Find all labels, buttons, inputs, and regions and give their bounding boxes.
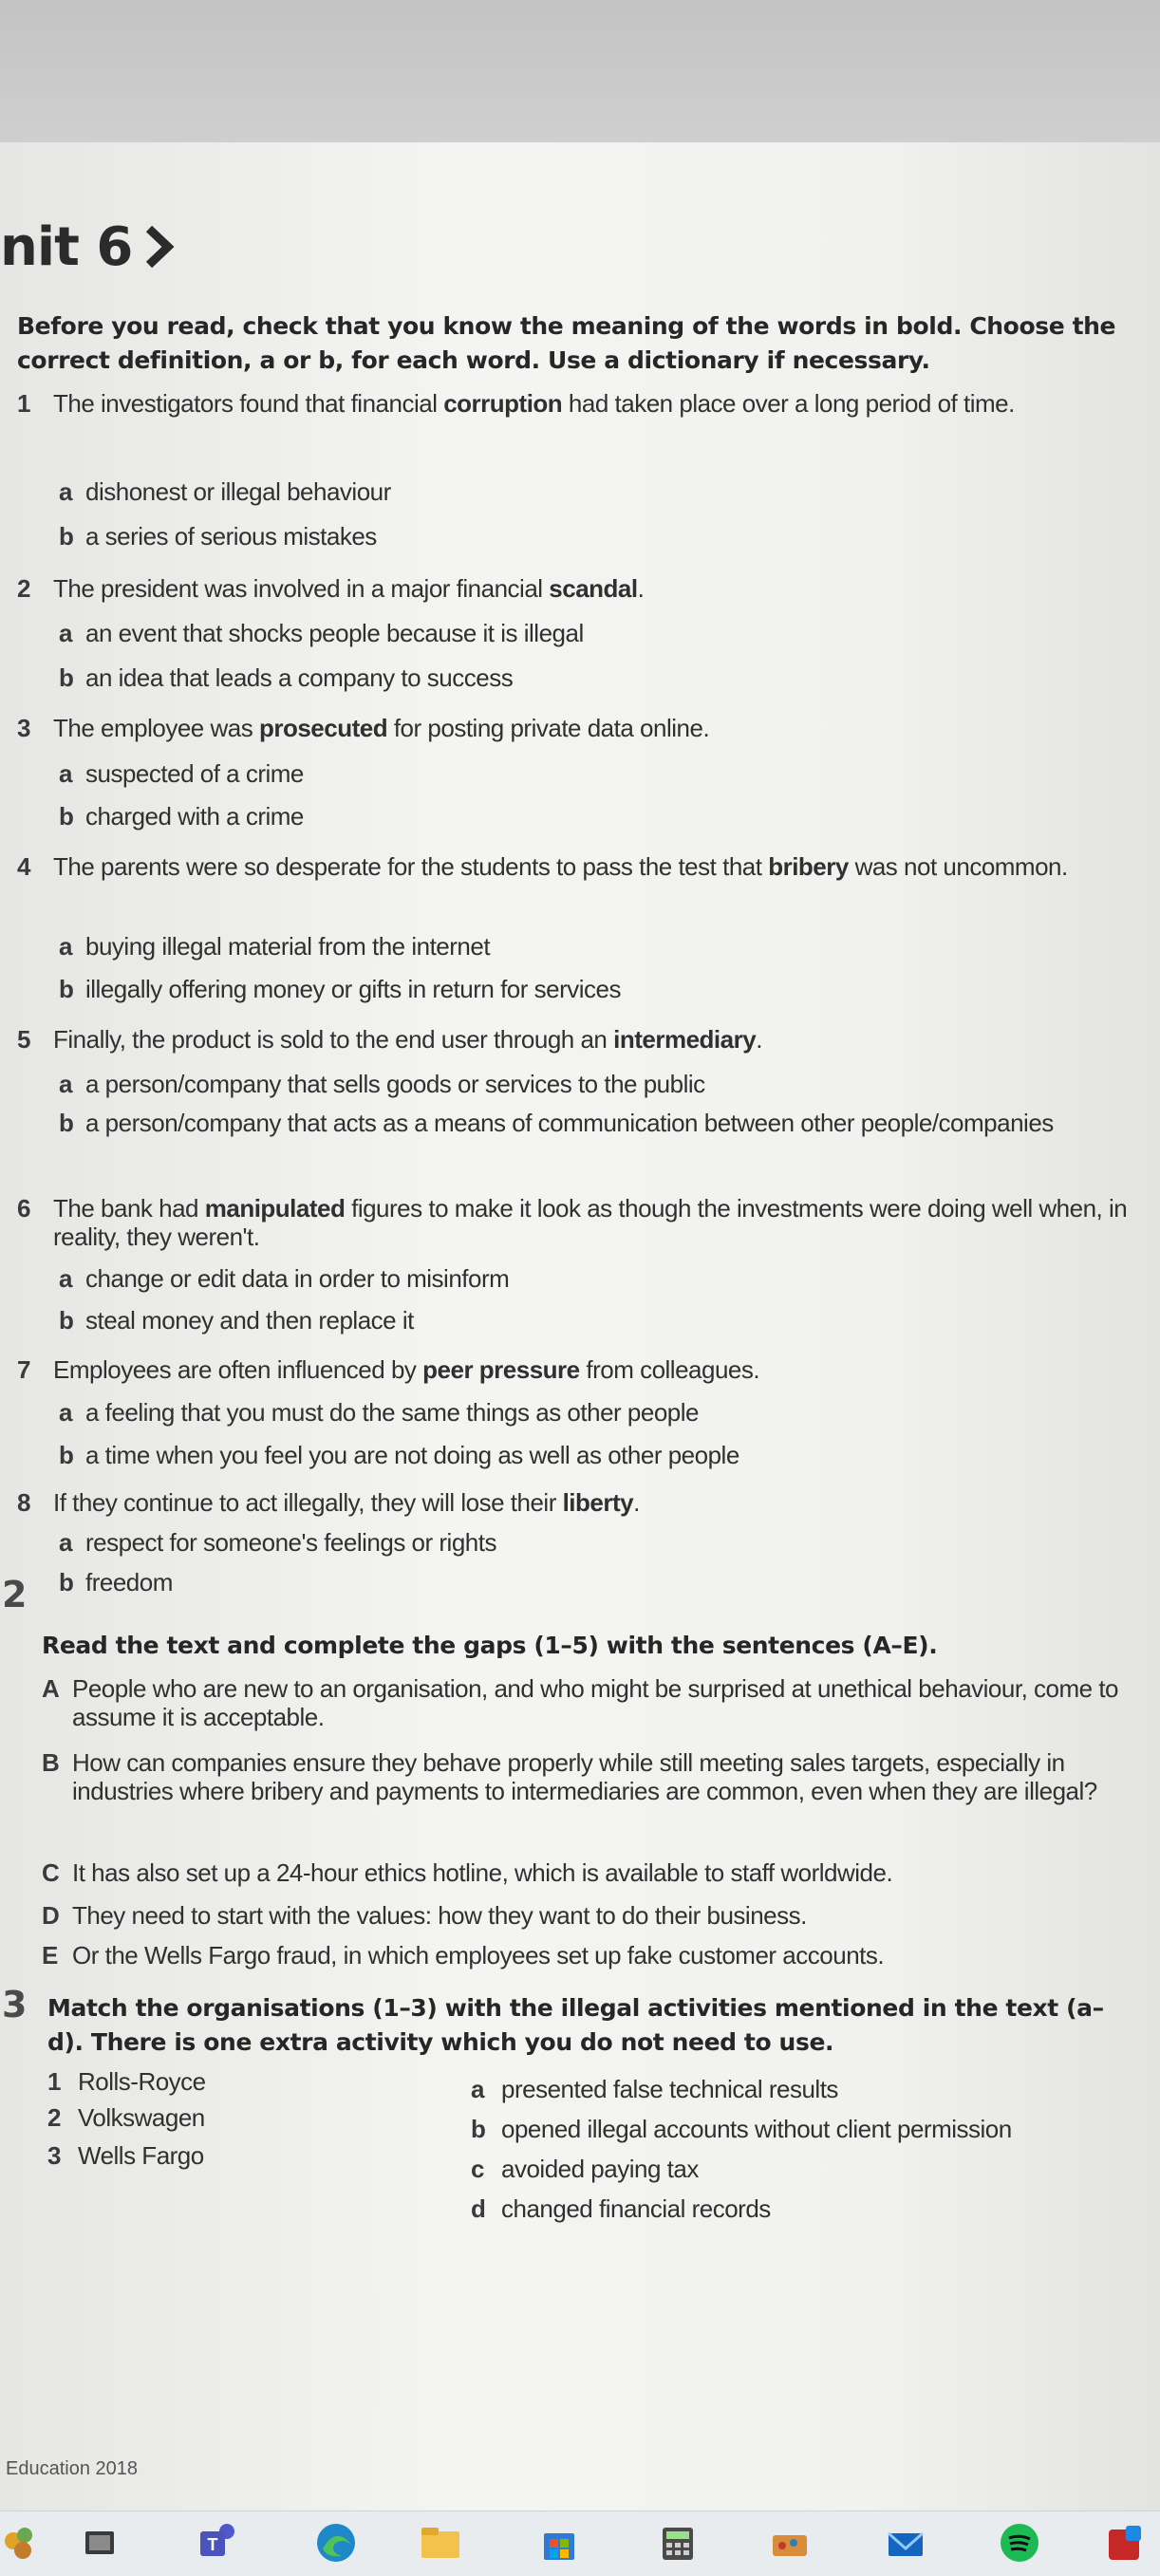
option-8b: b freedom: [59, 1568, 173, 1596]
extra-app-icon[interactable]: [1101, 2520, 1147, 2566]
option-5a: a a person/company that sells goods or services to the public: [59, 1070, 705, 1098]
bold-term: bribery: [768, 852, 849, 881]
background-top-band: [0, 0, 1160, 142]
question-number: 1: [17, 389, 30, 418]
option-2b: b an idea that leads a company to success: [59, 663, 514, 692]
sentence-c: C It has also set up a 24-hour ethics hotline, which is available to staff worldwide.: [42, 1858, 893, 1887]
question-6: 6 The bank had manipulated figures to make it look as though the investments were doing well when, in reality, they weren't.: [17, 1194, 1128, 1251]
option-3b: b charged with a crime: [59, 802, 304, 831]
bold-term: corruption: [443, 389, 563, 418]
question-1: [17, 389, 1137, 418]
sentence-d: D They need to start with the values: how they want to do their business.: [42, 1901, 807, 1930]
option-5b: b a person/company that acts as a means of communication between other people/companies: [59, 1109, 1054, 1137]
option-1b: b a series of serious mistakes: [59, 522, 377, 551]
unit-title: nit 6: [0, 215, 133, 278]
organisation-1: 1 Rolls-Royce: [47, 2067, 206, 2096]
question-4: 4 The parents were so desperate for the students to pass the test that bribery was not uncommon.: [17, 852, 1068, 881]
option-1a: a dishonest or illegal behaviour: [59, 477, 391, 506]
bold-term: liberty: [562, 1488, 634, 1517]
option-7a: a a feeling that you must do the same things as other people: [59, 1398, 699, 1427]
organisation-3: 3 Wells Fargo: [47, 2141, 204, 2170]
mail-icon[interactable]: [883, 2520, 928, 2566]
sentence-e: E Or the Wells Fargo fraud, in which employees set up fake customer accounts.: [42, 1941, 885, 1969]
svg-text:T: T: [207, 2535, 218, 2554]
question-2: 2 The president was involved in a major financial scandal.: [17, 574, 645, 603]
option-4b: b illegally offering money or gifts in return for services: [59, 975, 621, 1003]
activity-d: d changed financial records: [471, 2194, 771, 2223]
paint-icon[interactable]: [767, 2520, 813, 2566]
activity-b: b opened illegal accounts without client permission: [471, 2115, 1012, 2143]
option-2a: a an event that shocks people because it is illegal: [59, 619, 584, 647]
exercise-1-instruction: Before you read, check that you know the meaning of the words in bold. Choose the correct definition, a or b, for each word. Use a dictionary if necessary.: [17, 312, 1116, 374]
edge-icon[interactable]: [313, 2520, 359, 2566]
exercise-3-number: 3: [2, 1984, 28, 2025]
widgets-icon[interactable]: [0, 2520, 46, 2566]
page-footer: Education 2018: [6, 2458, 139, 2479]
option-8a: a respect for someone's feelings or rights: [59, 1528, 496, 1557]
teams-icon[interactable]: [195, 2520, 240, 2566]
bold-term: manipulated: [204, 1194, 346, 1223]
task-view-icon[interactable]: [78, 2520, 123, 2566]
store-icon[interactable]: [536, 2520, 582, 2566]
exercise-2-instruction: Read the text and complete the gaps (1–5) with the sentences (A–E).: [42, 1632, 938, 1659]
activity-c: c avoided paying tax: [471, 2155, 699, 2183]
question-8: 8 If they continue to act illegally, they will lose their liberty.: [17, 1488, 640, 1517]
chevron-right-icon: [141, 223, 178, 271]
bold-term: peer pressure: [422, 1355, 580, 1384]
option-6b: b steal money and then replace it: [59, 1306, 414, 1335]
option-6a: a change or edit data in order to misinform: [59, 1264, 510, 1293]
sentence-a: A People who are new to an organisation, and who might be surprised at unethical behaviour, come to assume it is acceptable.: [42, 1674, 1118, 1731]
sentence-b: B How can companies ensure they behave properly while still meeting sales targets, especially in industries where bribery and payments to intermediaries are common, even when they are illegal?: [42, 1748, 1097, 1805]
organisation-2: 2 Volkswagen: [47, 2103, 205, 2132]
bold-term: intermediary: [613, 1025, 757, 1054]
bold-term: prosecuted: [258, 714, 388, 742]
unit-heading: [0, 214, 178, 280]
bold-term: scandal: [549, 574, 638, 603]
question-7: 7 Employees are often influenced by peer pressure from colleagues.: [17, 1355, 760, 1384]
spotify-icon[interactable]: [997, 2520, 1042, 2566]
question-3: 3 The employee was prosecuted for posting private data online.: [17, 714, 710, 742]
option-3a: a suspected of a crime: [59, 759, 304, 788]
option-7b: b a time when you feel you are not doing as well as other people: [59, 1441, 739, 1469]
option-4a: a buying illegal material from the internet: [59, 932, 491, 961]
question-5: 5 Finally, the product is sold to the end user through an intermediary.: [17, 1025, 762, 1054]
exercise-2-number: 2: [2, 1574, 28, 1615]
file-explorer-icon[interactable]: [418, 2520, 463, 2566]
calculator-icon[interactable]: [655, 2520, 701, 2566]
activity-a: a presented false technical results: [471, 2075, 838, 2103]
question-text: The investigators found that financial corruption had taken place over a long period of time.: [53, 389, 1015, 418]
exercise-3-instruction: Match the organisations (1–3) with the illegal activities mentioned in the text (a–d). There is one extra activity which you do not need to use.: [47, 1994, 1104, 2056]
